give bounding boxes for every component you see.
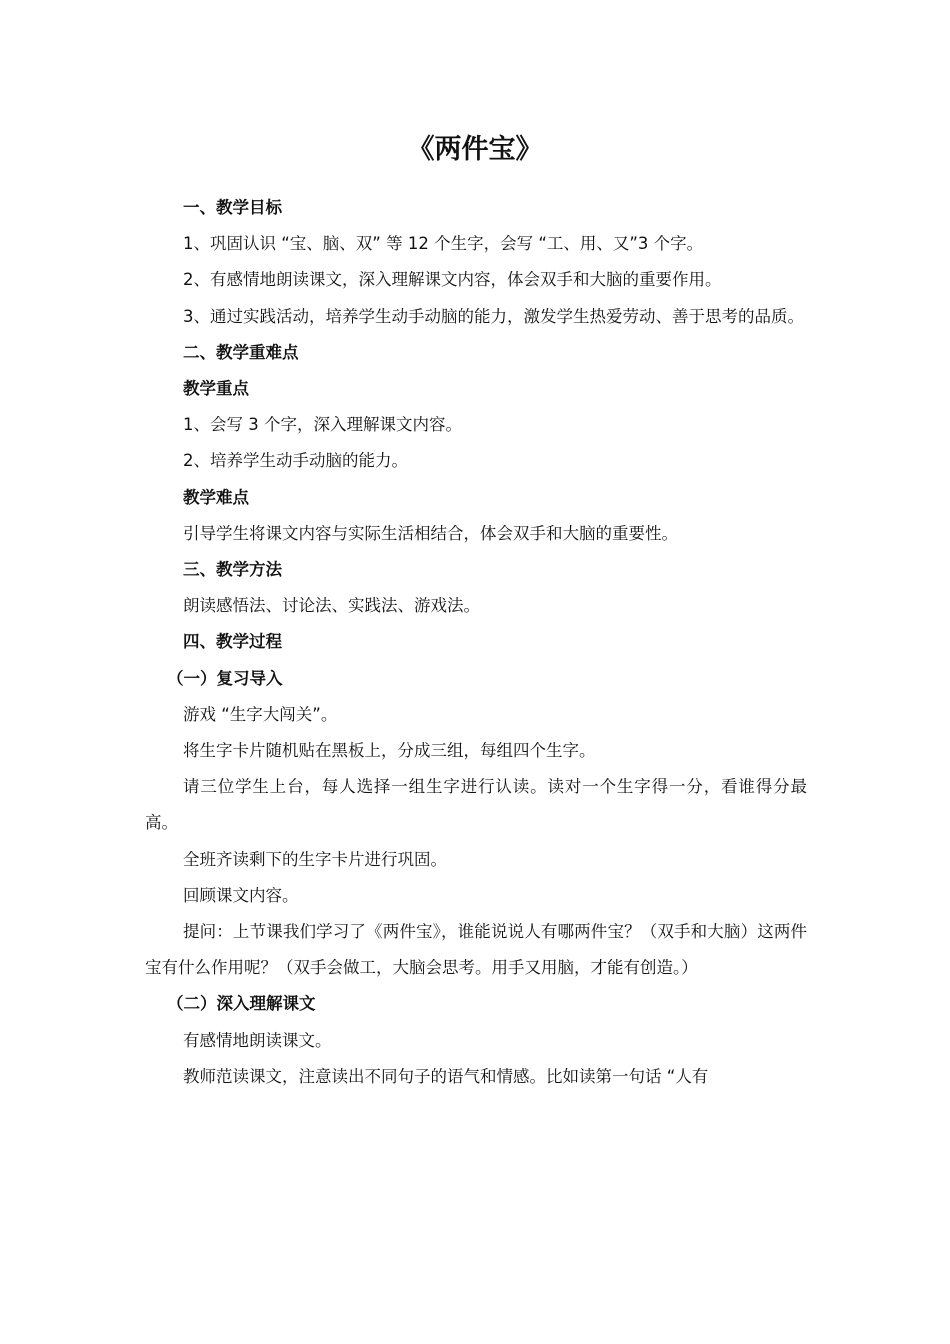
section-heading: 教学难点: [183, 487, 249, 507]
section-heading: 三、教学方法: [183, 560, 282, 580]
body-paragraph: 朗读感悟法、讨论法、实践法、游戏法。: [183, 596, 480, 616]
body-paragraph: 有感情地朗读课文。: [183, 1030, 332, 1050]
body-paragraph: 1、会写 3 个字，深入理解课文内容。: [183, 415, 462, 435]
body-paragraph: 教师范读课文，注意读出不同句子的语气和情感。比如读第一句话 “人有: [183, 1066, 709, 1086]
document-body: [145, 190, 807, 1095]
body-paragraph: 2、培养学生动手动脑的能力。: [183, 451, 408, 471]
body-paragraph: 3、通过实践活动，培养学生动手动脑的能力，激发学生热爱劳动、善于思考的品质。: [183, 306, 804, 326]
body-paragraph: 2、有感情地朗读课文，深入理解课文内容，体会双手和大脑的重要作用。: [183, 270, 722, 290]
body-paragraph: 将生字卡片随机贴在黑板上，分成三组，每组四个生字。: [183, 741, 596, 761]
body-paragraph: 1、巩固认识 “宝、脑、双” 等 12 个生字，会写 “工、用、又”3 个字。: [183, 234, 704, 254]
body-paragraph: 请三位学生上台，每人选择一组生字进行认读。读对一个生字得一分，看谁得分最高。: [145, 777, 807, 833]
section-heading: 二、教学重难点: [183, 342, 299, 362]
section-heading: 一、教学目标: [183, 198, 282, 217]
body-paragraph: 全班齐读剩下的生字卡片进行巩固。: [183, 849, 447, 869]
body-paragraph: 回顾课文内容。: [183, 885, 299, 905]
section-heading: （二）深入理解课文: [167, 994, 316, 1014]
body-paragraph: 游戏 “生字大闯关”。: [183, 704, 338, 724]
document-title: 《两件宝》: [407, 134, 543, 165]
body-paragraph: 提问：上节课我们学习了《两件宝》，谁能说说人有哪两件宝？（双手和大脑）这两件宝有什么作用呢？（双手会做工，大脑会思考。用手又用脑，才能有创造。）: [145, 922, 807, 978]
section-heading: 教学重点: [183, 379, 249, 399]
body-paragraph: 引导学生将课文内容与实际生活相结合，体会双手和大脑的重要性。: [183, 523, 678, 543]
section-heading: 四、教学过程: [183, 632, 282, 652]
section-heading: （一）复习导入: [167, 668, 283, 688]
